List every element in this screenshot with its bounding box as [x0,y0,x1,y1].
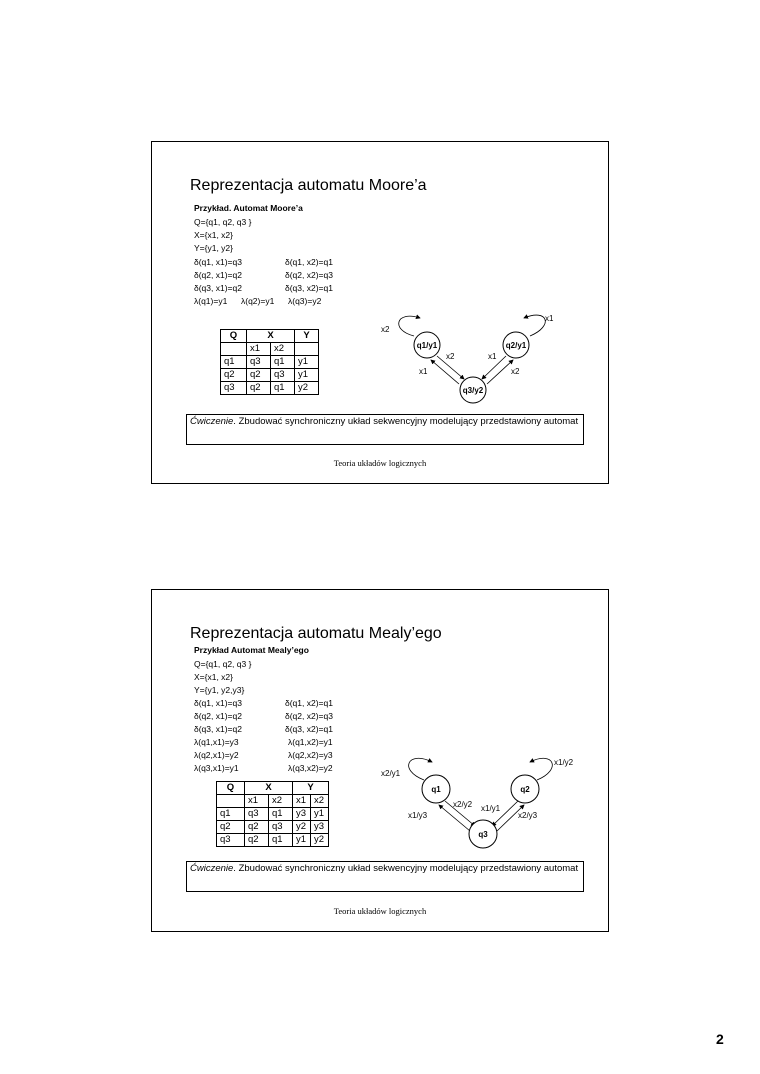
exercise-box [186,414,584,445]
transition-line: δ(q2, x2)=q3 [285,711,333,721]
self-loop-edge [524,315,545,336]
exercise-text: . Zbudować synchroniczny układ sekwencyjny modelujący przedstawiony automat [233,416,579,427]
table-cell: q3 [245,808,269,821]
transition-edge [487,360,513,384]
table-cell: q1 [221,356,247,369]
table-cell: q3 [221,382,247,395]
edge-label: x2 [511,367,520,376]
transition-line: δ(q3, x2)=q1 [285,724,333,734]
output-line: λ(q1)=y1 [194,296,228,306]
transition-line: δ(q2, x2)=q3 [285,270,333,280]
table-cell: y3 [293,808,311,821]
edge-label: x1 [419,367,428,376]
table-cell: q1 [271,356,295,369]
table-cell: y1 [293,834,311,847]
output-line: λ(q3,x1)=y1 [194,763,239,773]
definition-line: X={x1, x2} [194,672,233,682]
self-loop-edge [530,758,552,780]
table-subheader: x2 [271,343,295,356]
edge-label: x1 [488,352,497,361]
self-loop-edge [399,316,420,336]
edge-label: x1/y2 [554,758,574,767]
exercise-label: Ćwiczenie [190,416,234,427]
table-cell: q2 [221,369,247,382]
state-label: q1 [431,785,441,794]
edge-label: x2 [446,352,455,361]
slide-moore [151,141,609,484]
state-label: q3/y2 [462,386,484,395]
edge-label: x1 [545,314,554,323]
output-line: λ(q3,x2)=y2 [288,763,333,773]
table-subheader: x1 [245,795,269,808]
table-cell: q2 [247,369,271,382]
exercise-box [186,861,584,892]
transition-line: δ(q1, x1)=q3 [194,257,242,267]
output-line: λ(q2)=y1 [241,296,275,306]
table-cell: q1 [269,808,293,821]
table-header-x: X [247,330,295,343]
transition-line: δ(q1, x1)=q3 [194,698,242,708]
table-cell: q2 [217,821,245,834]
definition-line: Q={q1, q2, q3 } [194,659,252,669]
slide-subtitle: Przykład Automat Mealy’ego [194,645,309,655]
table-cell: q3 [217,834,245,847]
transition-line: δ(q2, x1)=q2 [194,270,242,280]
transition-line: δ(q2, x1)=q2 [194,711,242,721]
table-cell: y3 [311,821,329,834]
table-cell: q1 [271,382,295,395]
definition-line: Y={y1, y2,y3} [194,685,245,695]
table-cell: y2 [295,382,319,395]
definition-line: Q={q1, q2, q3 } [194,217,252,227]
state-label: q3 [478,830,488,839]
output-line: λ(q3)=y2 [288,296,322,306]
state-label: q2/y1 [505,341,527,350]
slide-footer: Teoria układów logicznych [333,906,427,916]
transition-line: δ(q1, x2)=q1 [285,257,333,267]
state-label: q2 [520,785,530,794]
table-cell: q3 [247,356,271,369]
table-cell: y2 [293,821,311,834]
table-cell: y1 [295,369,319,382]
exercise-text: . Zbudować synchroniczny układ sekwencyjny modelujący przedstawiony automat [233,863,579,874]
slide-subtitle: Przykład. Automat Moore’a [194,203,303,213]
edge-label: x2/y2 [453,800,473,809]
table-subheader: x2 [311,795,329,808]
transition-edge [431,360,459,384]
transition-line: δ(q3, x1)=q2 [194,283,242,293]
edge-label: x1/y1 [481,804,501,813]
edge-label: x2/y3 [518,811,538,820]
table-cell: q1 [217,808,245,821]
table-header-y: Y [293,782,329,795]
table-cell: q2 [245,821,269,834]
slide-title: Reprezentacja automatu Mealy’ego [190,625,442,642]
definition-line: X={x1, x2} [194,230,233,240]
table-subheader: x1 [247,343,271,356]
transition-line: δ(q3, x2)=q1 [285,283,333,293]
definition-line: Y={y1, y2} [194,243,233,253]
slide-title: Reprezentacja automatu Moore’a [190,177,427,194]
table-cell: q3 [271,369,295,382]
edge-label: x2 [381,325,390,334]
output-line: λ(q1,x1)=y3 [194,737,239,747]
transition-line: δ(q3, x1)=q2 [194,724,242,734]
edge-label: x1/y3 [408,811,428,820]
table-subheader: x2 [269,795,293,808]
exercise-label: Ćwiczenie [190,863,234,874]
table-subheader: x1 [293,795,311,808]
state-label: q1/y1 [416,341,438,350]
slide-mealy [151,589,609,932]
table-cell: q1 [269,834,293,847]
edge-label: x2/y1 [381,769,401,778]
table-header-q: Q [221,330,247,343]
table-cell: q3 [269,821,293,834]
table-header-x: X [245,782,293,795]
page-number: 2 [716,1031,724,1047]
table-header-q: Q [217,782,245,795]
table-cell: y2 [311,834,329,847]
transition-line: δ(q1, x2)=q1 [285,698,333,708]
output-line: λ(q2,x1)=y2 [194,750,239,760]
table-cell: q2 [245,834,269,847]
table-cell: y1 [311,808,329,821]
slide-footer: Teoria układów logicznych [333,458,427,468]
output-line: λ(q2,x2)=y3 [288,750,333,760]
output-line: λ(q1,x2)=y1 [288,737,333,747]
table-cell: q2 [247,382,271,395]
table-cell: y1 [295,356,319,369]
table-header-y: Y [295,330,319,343]
